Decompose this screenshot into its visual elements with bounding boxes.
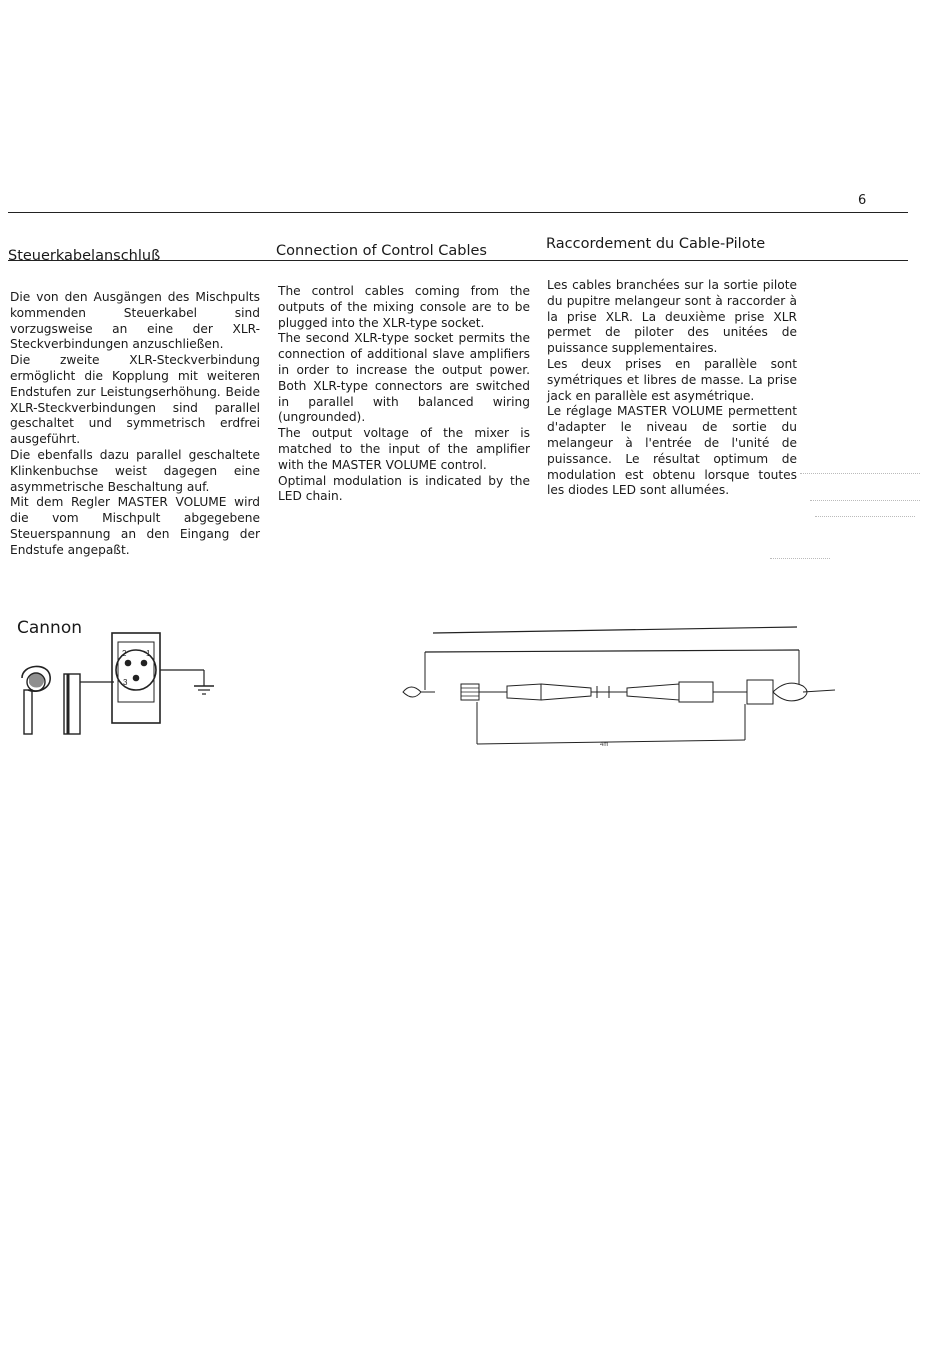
column-german	[10, 290, 260, 559]
heading-rule	[8, 260, 908, 261]
paragraph: Les deux prises en parallèle sont symétriques et libres de masse. La prise jack en parallèle est asymétrique.	[547, 356, 797, 403]
paragraph: Les cables branchées sur la sortie pilote du pupitre melangeur sont à raccorder à la prise XLR. La deuxième prise XLR permet de piloter des unitées de puissance supplementaires.	[547, 278, 797, 356]
cable-length-label: 4m	[600, 742, 609, 748]
xlr-connector-diagram	[18, 630, 228, 740]
paragraph: Mit dem Regler MASTER VOLUME wird die vom Mischpult abgegebene Steuerspannung an den Eingang der Endstufe angepaßt.	[10, 495, 260, 557]
paragraph: Die ebenfalls dazu parallel geschaltete Klinkenbuchse weist dagegen eine asymmetrische Beschaltung auf.	[10, 447, 260, 494]
xlr-plug-right-icon	[627, 684, 679, 700]
paragraph: Le réglage MASTER VOLUME permettent d'adapter le niveau de sortie du melangeur à l'entrée de l'unité de puissance. Le résultat optimum de modulation est obtenu lorsque toutes les diodes LED sont allumées.	[547, 404, 797, 498]
paragraph: Die von den Ausgängen des Mischpults kommenden Steuerkabel sind vorzugsweise an eine der XLR-Steckverbindungen anzuschließen.	[10, 290, 260, 352]
paragraph: Die zweite XLR-Steckverbindung ermöglicht die Kopplung mit weiteren Endstufen zur Leistungserhöhung. Beide XLR-Steckverbindungen sind parallel geschaltet und symmetrisch erdfrei ausgeführt.	[10, 353, 260, 447]
column-french	[547, 278, 797, 499]
cable-lead	[24, 690, 32, 734]
xlr-plug-left-icon	[507, 684, 541, 700]
plug-body	[64, 674, 80, 734]
pin-2-icon	[125, 660, 132, 667]
page-number: 6	[858, 193, 867, 208]
scan-speck	[815, 516, 915, 517]
paragraph: The second XLR-type socket permits the connection of additional slave amplifiers in order to increase the output power. Both XLR-type connectors are switched in parallel with balanced wiring (ungrounded).	[278, 331, 530, 425]
top-rule	[8, 212, 908, 213]
paragraph: Optimal modulation is indicated by the LED chain.	[278, 473, 530, 504]
scan-speck	[810, 500, 920, 501]
pin-label: 3	[123, 678, 128, 687]
heading-french: Raccordement du Cable-Pilote	[546, 236, 766, 252]
scan-speck	[770, 558, 830, 559]
heading-english: Connection of Control Cables	[276, 243, 487, 259]
cannon-label: Cannon	[17, 618, 83, 638]
pin-label: 2	[122, 649, 127, 658]
pin-1-icon	[141, 660, 148, 667]
pin-3-icon	[133, 675, 140, 682]
cable-assembly-diagram	[395, 620, 845, 760]
paragraph: The output voltage of the mixer is matched to the input of the amplifier with the MASTER VOLUME control.	[278, 426, 530, 472]
pin-label: 1	[146, 649, 151, 658]
paragraph: The control cables coming from the outputs of the mixing console are to be plugged into the XLR-type socket.	[278, 284, 530, 330]
left-plug-icon	[403, 687, 421, 697]
heading-german: Steuerkabelanschluß	[8, 248, 161, 264]
column-english	[278, 284, 530, 505]
cable-fill	[29, 673, 44, 688]
right-jack-icon	[773, 683, 807, 701]
scan-speck	[800, 473, 920, 474]
